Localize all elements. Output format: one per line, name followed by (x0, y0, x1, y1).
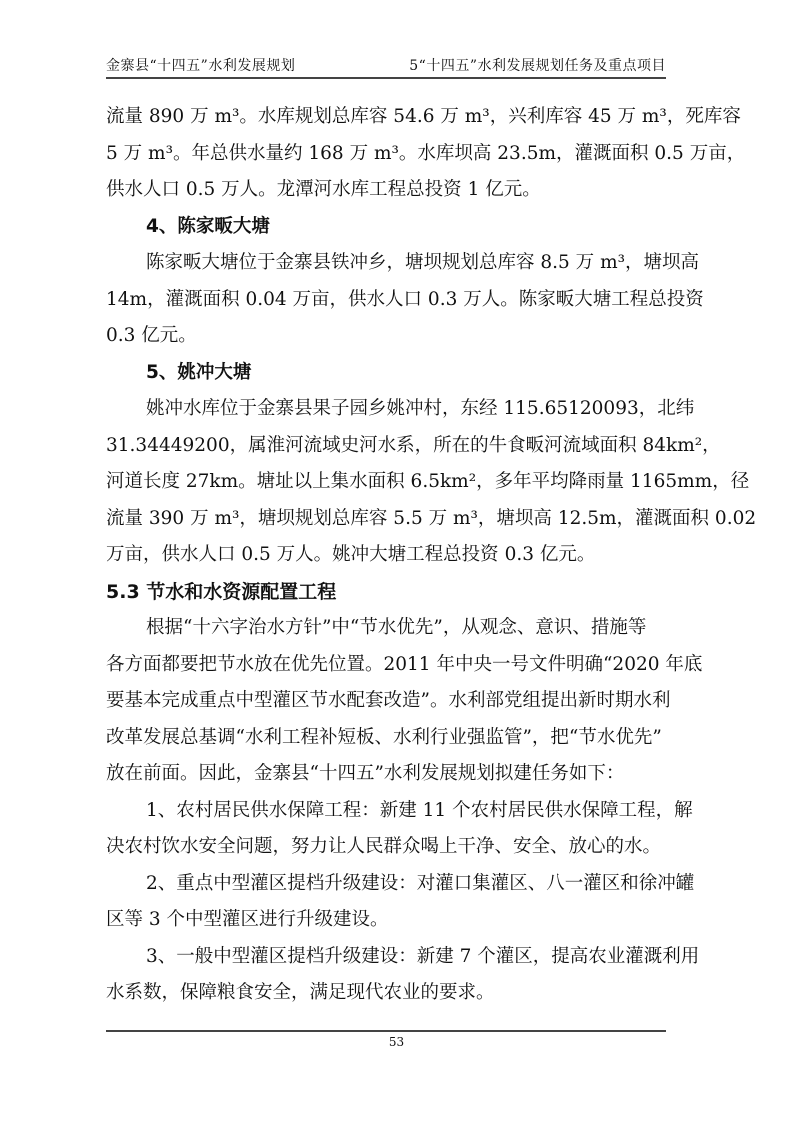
text-line: 万亩，供水人口 0.5 万人。姚冲大塘工程总投资 0.3 亿元。 (106, 544, 596, 565)
footer-rule (106, 1030, 666, 1032)
header-right-title: 5“十四五”水利发展规划任务及重点项目 (409, 58, 666, 74)
text-line: 姚冲水库位于金寨县果子园乡姚冲村，东经 115.65120093，北纬 (146, 398, 695, 419)
text-line: 供水人口 0.5 万人。龙潭河水库工程总投资 1 亿元。 (106, 179, 541, 200)
paragraph-chenjiafan-pond (106, 245, 704, 355)
text-line: 根据“十六字治水方针”中“节水优先”，从观念、意识、措施等 (146, 617, 647, 638)
text-line: 水系数，保障粮食安全，满足现代农业的要求。 (106, 982, 495, 1003)
text-line: 决农村饮水安全问题，努力让人民群众喝上干净、安全、放心的水。 (106, 836, 662, 857)
text-line: 2、重点中型灌区提档升级建设：对灌口集灌区、八一灌区和徐冲罐 (146, 872, 695, 894)
text-line: 放在前面。因此，金寨县“十四五”水利发展规划拟建任务如下： (106, 763, 625, 784)
text-line: 1、农村居民供水保障工程：新建 11 个农村居民供水保障工程，解 (146, 799, 693, 821)
heading-yaochong-pond: 5、姚冲大塘 (146, 361, 252, 383)
text-line: 陈家畈大塘位于金寨县铁冲乡，塘坝规划总库容 8.5 万 m³，塘坝高 (146, 252, 700, 273)
paragraph-task-1 (106, 793, 693, 866)
text-line: 14m，灌溉面积 0.04 万亩，供水人口 0.3 万人。陈家畈大塘工程总投资 (106, 288, 704, 310)
header-left-title: 金寨县“十四五”水利发展规划 (106, 58, 296, 74)
section-heading-5-3: 5.3 节水和水资源配置工程 (106, 580, 337, 603)
text-line: 要基本完成重点中型灌区节水配套改造”。水利部党组提出新时期水利 (106, 690, 671, 711)
text-line: 流量 390 万 m³，塘坝规划总库容 5.5 万 m³，塘坝高 12.5m，灌溉面积 0.02 (106, 507, 757, 529)
text-line: 3、一般中型灌区提档升级建设：新建 7 个灌区，提高农业灌溉利用 (146, 945, 700, 967)
text-line: 流量 890 万 m³。水库规划总库容 54.6 万 m³，兴利库容 45 万 m³，死库容 (106, 106, 741, 127)
text-line: 河道长度 27km。塘址以上集水面积 6.5km²，多年平均降雨量 1165mm，径 (106, 471, 750, 492)
paragraph-task-3 (106, 939, 700, 1012)
header-rule (106, 77, 666, 79)
paragraph-water-saving-policy (106, 610, 703, 793)
page-number: 53 (388, 1035, 405, 1049)
paragraph-yaochong-pond (106, 391, 757, 574)
paragraph-task-2 (106, 866, 695, 939)
text-line: 0.3 亿元。 (106, 325, 197, 346)
paragraph-longtan-reservoir (106, 99, 746, 209)
heading-chenjiafan-pond: 4、陈家畈大塘 (146, 215, 270, 237)
text-line: 31.34449200，属淮河流域史河水系，所在的牛食畈河流域面积 84km²， (106, 434, 721, 456)
text-line: 各方面都要把节水放在优先位置。2011 年中央一号文件明确“2020 年底 (106, 653, 703, 675)
running-header (106, 53, 666, 75)
document-body (106, 99, 757, 1012)
text-line: 5 万 m³。年总供水量约 168 万 m³。水库坝高 23.5m，灌溉面积 0.5 万亩， (106, 142, 746, 164)
text-line: 改革发展总基调“水利工程补短板、水利行业强监管”，把“节水优先” (106, 726, 662, 748)
text-line: 区等 3 个中型灌区进行升级建设。 (106, 909, 389, 930)
